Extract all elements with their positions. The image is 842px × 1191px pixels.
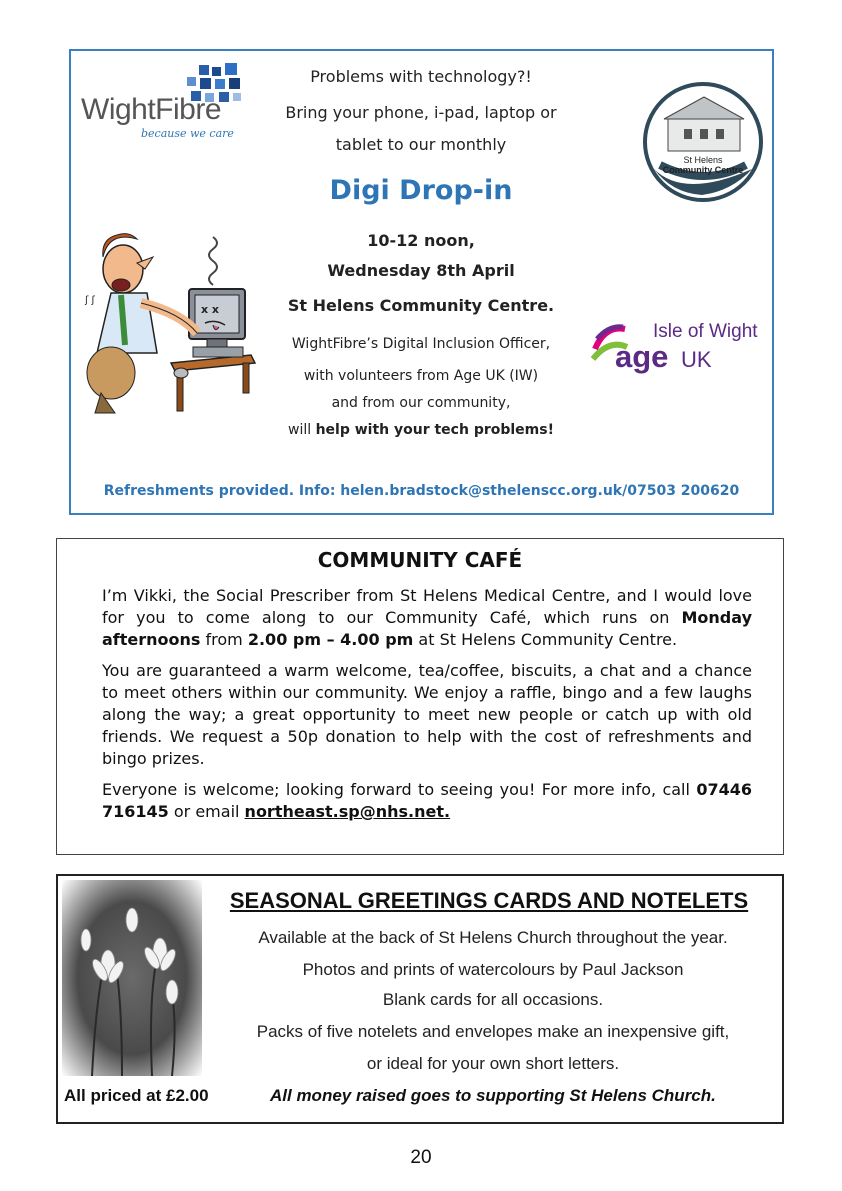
digi-line-2: Bring your phone, i-pad, laptop or (285, 103, 557, 122)
digi-desc-1: WightFibre’s Digital Inclusion Officer, (291, 336, 551, 352)
digi-date: Wednesday 8th April (327, 261, 515, 280)
cards-price: All priced at £2.00 (64, 1086, 209, 1105)
digi-footer: Refreshments provided. Info: helen.bradstock@sthelenscc.org.uk/07503 200620 (103, 483, 740, 499)
cards-title: SEASONAL GREETINGS CARDS AND NOTELETS (229, 888, 749, 913)
community-centre-logo (640, 79, 766, 205)
wightfibre-wordmark: WightFibre (81, 93, 222, 126)
cafe-phone: 07446 716145 (102, 780, 752, 821)
cafe-p1-c: from (200, 630, 248, 649)
cafe-p3-b: or email (168, 802, 245, 821)
age-uk-age-text: age (615, 339, 669, 374)
digi-text-column (271, 51, 571, 513)
cards-line-4: Packs of five notelets and envelopes make an inexpensive gift, (256, 1022, 730, 1041)
cards-line-1: Available at the back of St Helens Church throughout the year. (258, 928, 728, 947)
cards-line-2: Photos and prints of watercolours by Paul Jackson (302, 960, 684, 979)
digi-line-1: Problems with technology?! (310, 67, 532, 86)
digi-desc-4 (271, 422, 571, 438)
cards-line-3: Blank cards for all occasions. (382, 990, 604, 1009)
age-uk-uk-text: UK (681, 347, 712, 372)
cafe-paragraph-3 (102, 779, 752, 823)
digi-venue: St Helens Community Centre. (287, 296, 555, 315)
cafe-p1-e: at St Helens Community Centre. (413, 630, 678, 649)
cafe-p1-a: I’m Vikki, the Social Prescriber from St Helens Medical Centre, and I would love for you to come along to our Community Café, which runs on (102, 586, 752, 627)
svg-text:x x: x x (201, 303, 220, 316)
cafe-title: COMMUNITY CAFÉ (317, 548, 523, 572)
digi-time: 10-12 noon, (367, 231, 475, 250)
community-logo-line-1: St Helens (683, 155, 723, 165)
digi-desc-3: and from our community, (331, 395, 511, 411)
cafe-email-link[interactable]: northeast.sp@nhs.net. (244, 802, 451, 821)
greetings-cards-box (56, 874, 784, 1124)
digi-title: Digi Drop-in (329, 175, 513, 206)
digi-desc-2: with volunteers from Age UK (IW) (303, 368, 539, 384)
cafe-body (102, 585, 752, 823)
cards-line-5: or ideal for your own short letters. (366, 1054, 620, 1073)
svg-text:ʃ ʃ: ʃ ʃ (85, 295, 95, 306)
page-number: 20 (410, 1147, 432, 1168)
community-logo-line-2: Community Centre (662, 165, 744, 175)
wightfibre-logo (79, 61, 254, 141)
digi-line-3: tablet to our monthly (335, 135, 507, 154)
wightfibre-tagline: because we care (141, 127, 234, 140)
digi-desc-4-prefix: will (288, 422, 316, 438)
cafe-p3-a: Everyone is welcome; looking forward to seeing you! For more info, call (102, 780, 697, 799)
snowdrops-photo (62, 880, 202, 1076)
age-uk-iow-text: Isle of Wight (653, 321, 758, 342)
age-uk-logo (589, 317, 769, 387)
frustrated-computer-user-illustration (81, 223, 256, 418)
cards-support: All money raised goes to supporting St Helens Church. (270, 1086, 716, 1105)
cafe-p1-days: Monday afternoons (102, 608, 752, 649)
digi-desc-4-bold: help with your tech problems! (315, 422, 554, 438)
cafe-p1-hours: 2.00 pm – 4.00 pm (247, 630, 414, 649)
cafe-paragraph-2: You are guaranteed a warm welcome, tea/coffee, biscuits, a chat and a chance to meet others within our community. We enjoy a raffle, bingo and a few laughs along the way; a great opportunity to meet new people or catch up with old friends. We request a 50p donation to help with the cost of refreshments and bingo prizes. (102, 661, 752, 768)
community-cafe-box (56, 538, 784, 855)
digi-dropin-poster (69, 49, 774, 515)
cafe-paragraph-1 (102, 585, 752, 651)
